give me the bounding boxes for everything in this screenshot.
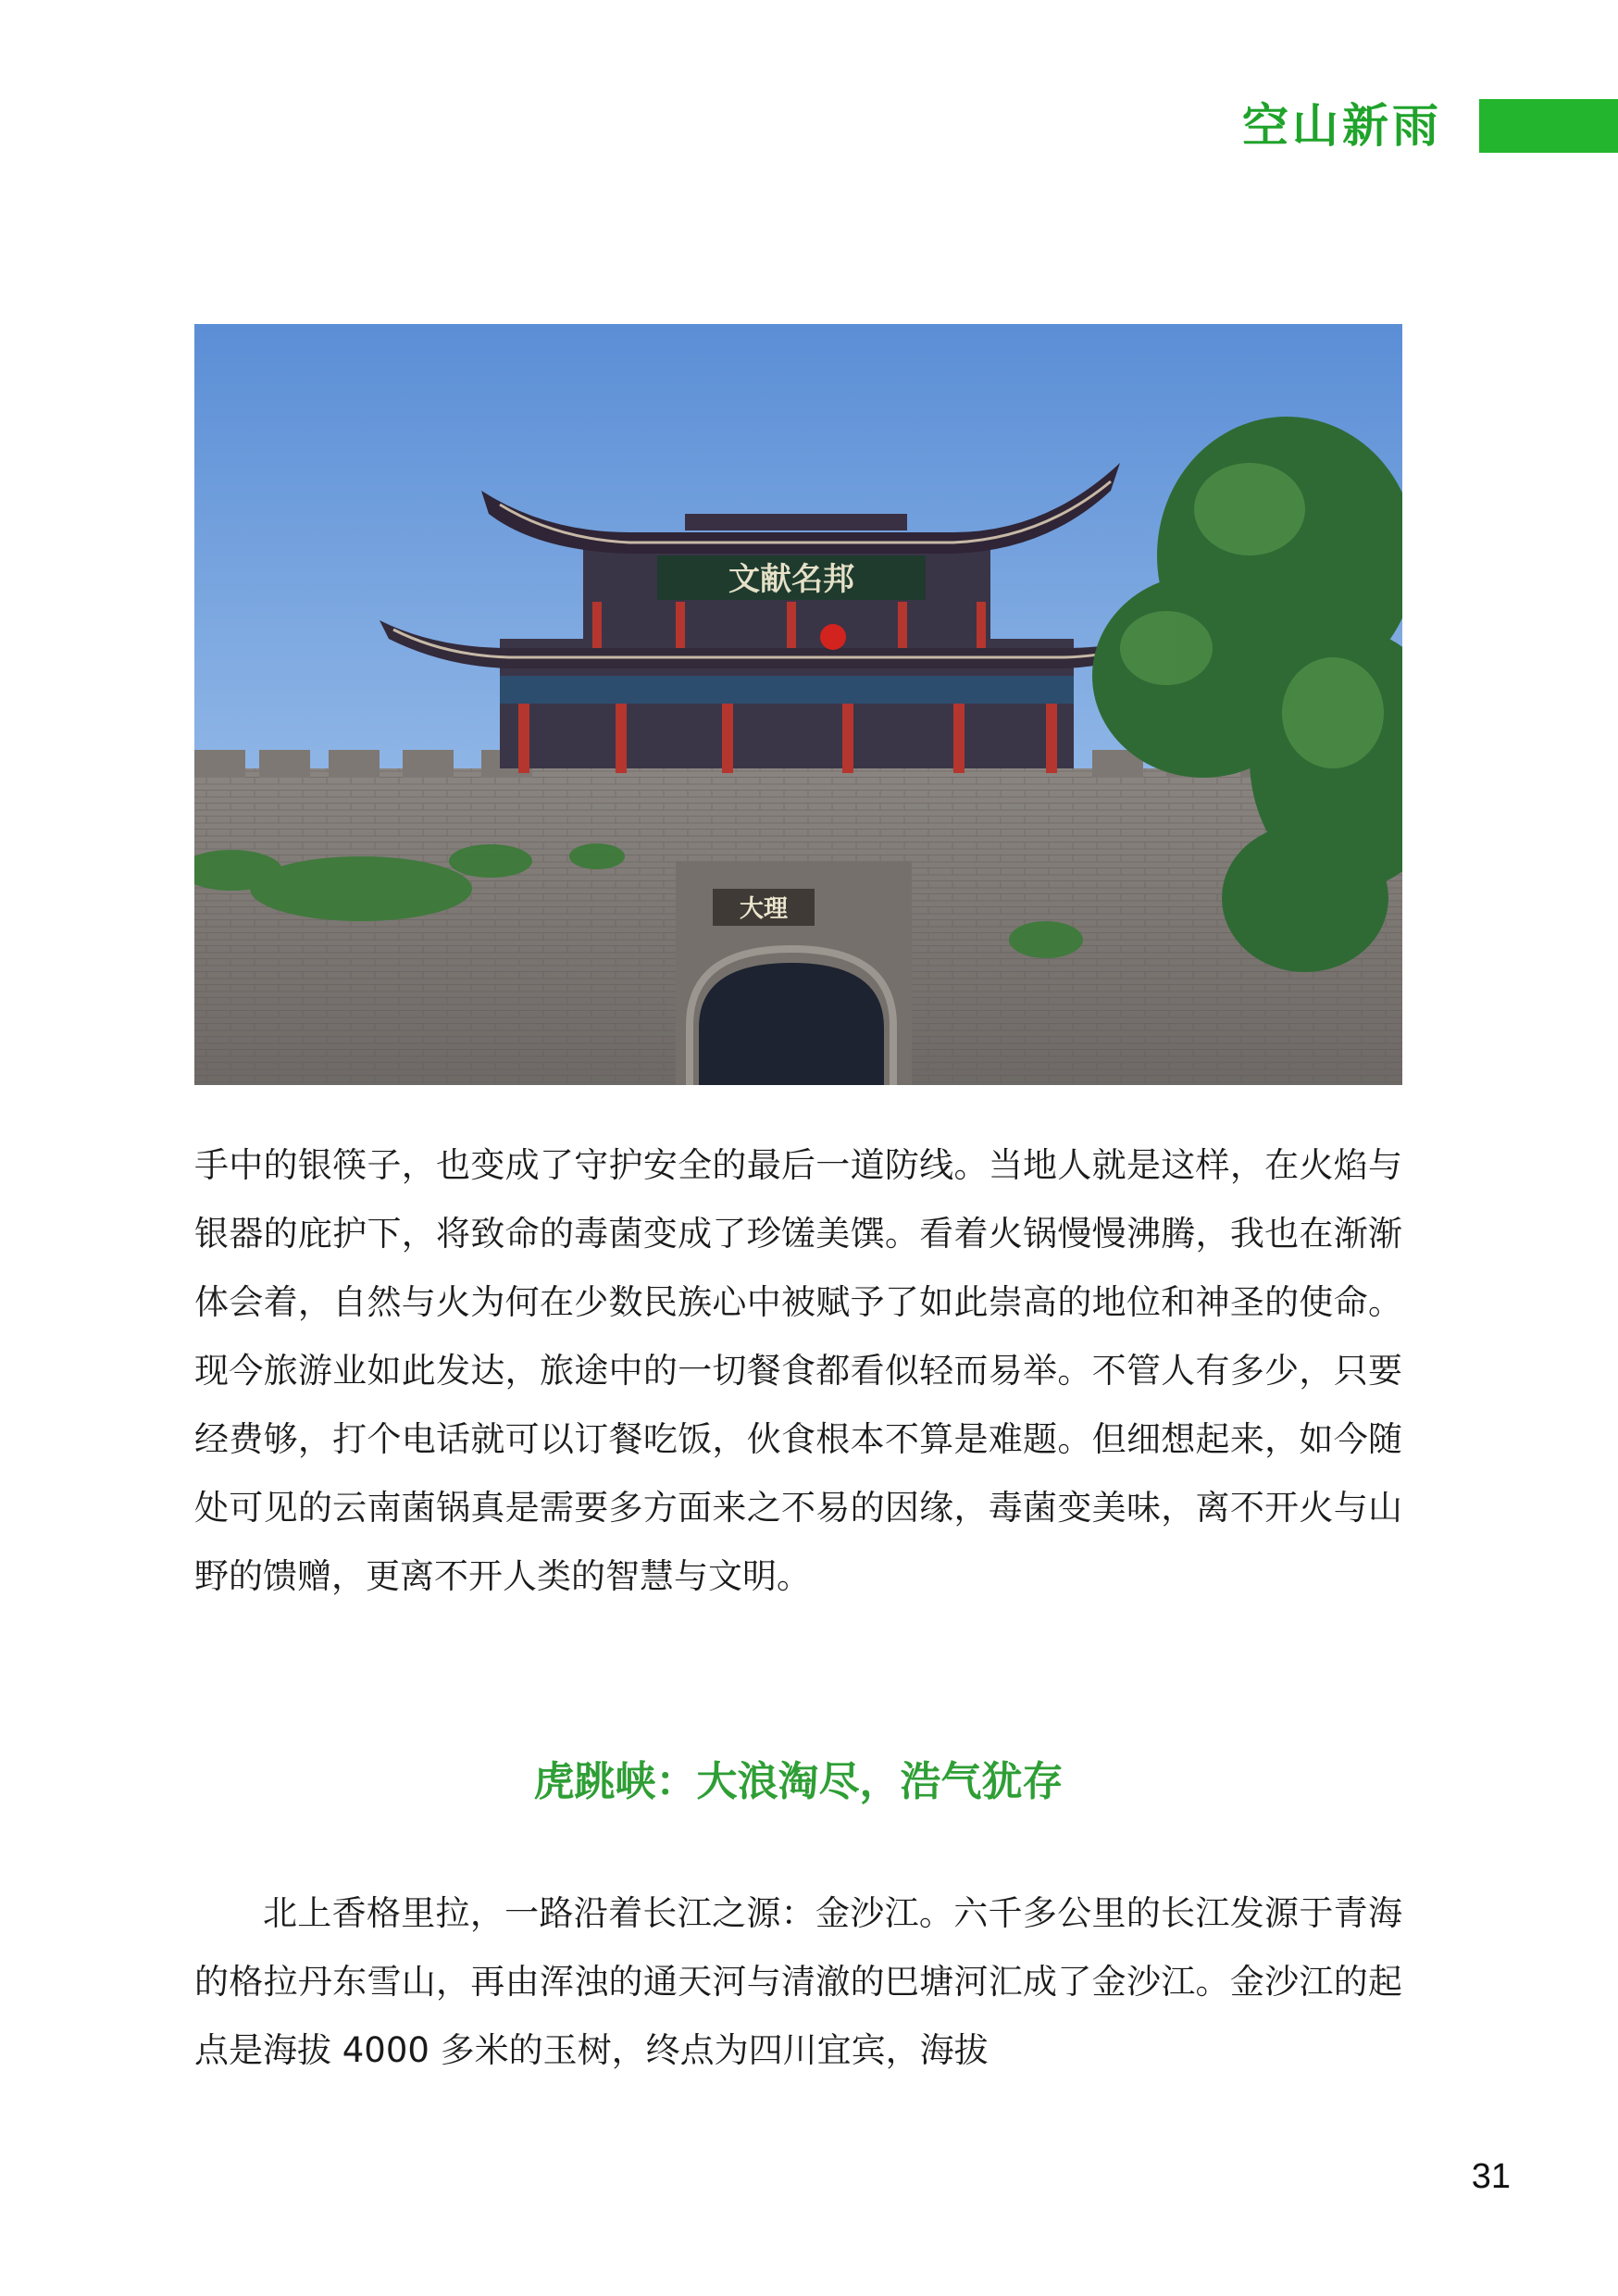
section-header (1242, 93, 1618, 159)
plaque-gate-text: 大理 (739, 895, 789, 923)
paragraph-1: 手中的银筷子，也变成了守护安全的最后一道防线。当地人就是这样，在火焰与银器的庇护下，将致命的毒菌变成了珍馐美馔。看着火锅慢慢沸腾，我也在渐渐体会着，自然与火为何在少数民族心中被赋予了如此崇高的地位和神圣的使命。现今旅游业如此发达，旅途中的一切餐食都看似轻而易举。不管人有多少，只要经费够，打个电话就可以订餐吃饭，伙食根本不算是难题。但细想起来，如今随处可见的云南菌锅真是需要多方面来之不易的因缘，毒菌变美味，离不开火与山野的馈赠，更离不开人类的智慧与文明。 (194, 1145, 1402, 1596)
section-subheading: 虎跳峡：大浪淘尽，浩气犹存 (533, 1758, 1064, 1805)
paragraph-2: 北上香格里拉，一路沿着长江之源：金沙江。六千多公里的长江发源于青海的格拉丹东雪山，再由浑浊的通天河与清澈的巴塘河汇成了金沙江。金沙江的起点是海拔 4000 多米的玉树，终点为四川宜宾，海拔 (194, 1893, 1402, 2070)
city-gate-photo (194, 324, 1402, 1085)
plaque-upper-text: 文献名邦 (728, 561, 854, 598)
header-accent-bar (1479, 99, 1618, 153)
page-number: 31 (1471, 2157, 1511, 2196)
section-title: 空山新雨 (1242, 99, 1442, 153)
